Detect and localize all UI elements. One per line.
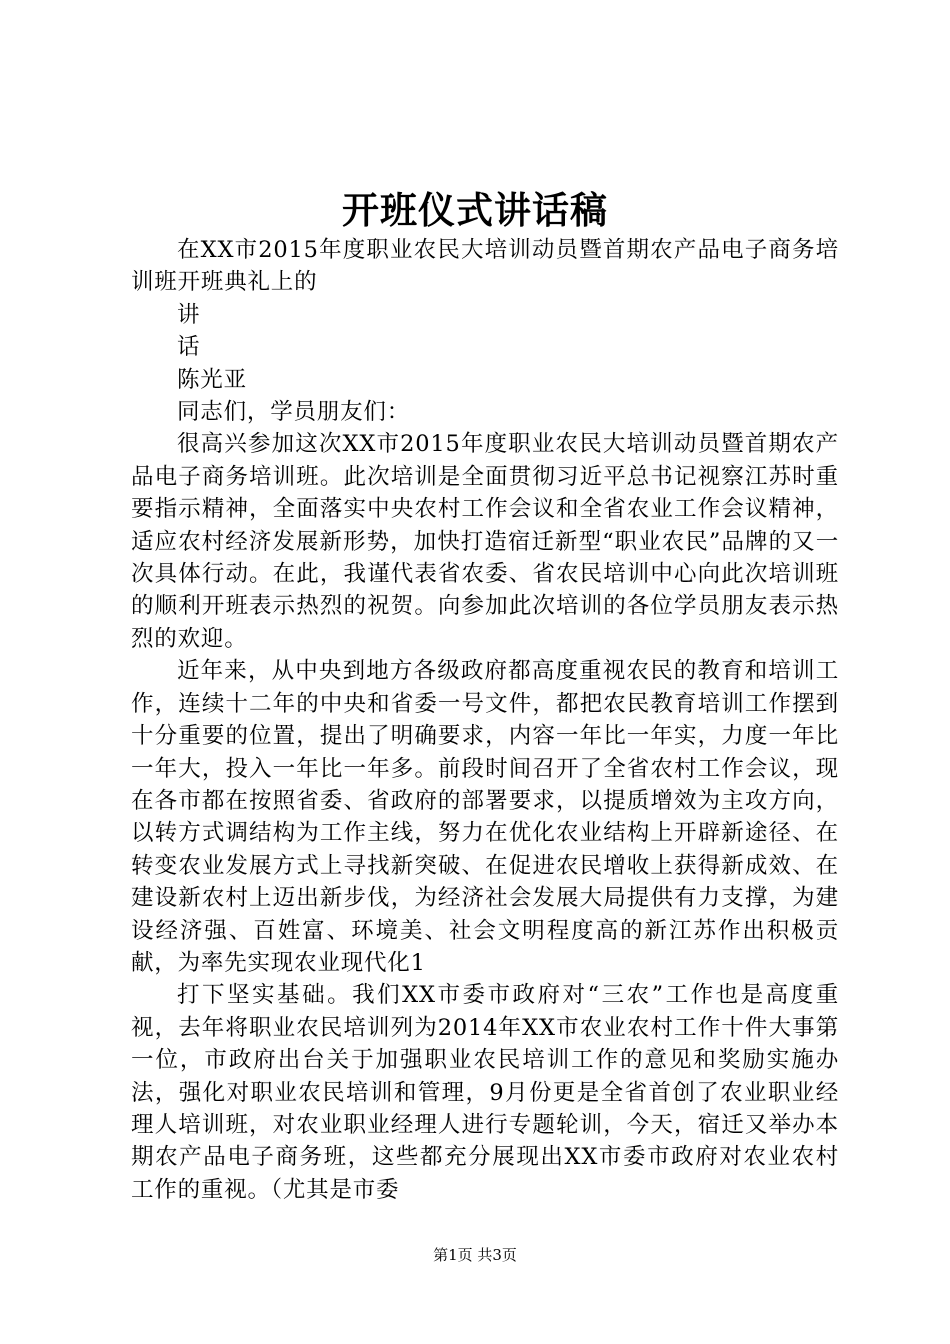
speech-label-char-2: 话	[177, 334, 201, 361]
body-paragraph: 打下坚实基础。我们XX市委市政府对“三农”工作也是高度重视，去年将职业农民培训列为2014年XX市农业农村工作十件大事第一位，市政府出台关于加强职业农民培训工作的意见和奖励实施办法，强化对职业农民培训和管理，9月份更是全省首创了农业职业经理人培训班，对农业职业经理人进行专题轮训，今天，宿迁又举办本期农产品电子商务班，这些都充分展现出XX市委市政府对农业农村工作的重视。（尤其是市委	[131, 982, 839, 1203]
page-number-footer: 第1页 共3页	[433, 1246, 517, 1264]
speech-label-char-1: 讲	[177, 301, 201, 328]
document-body	[131, 234, 839, 1206]
page-title: 开班仪式讲话稿	[342, 188, 608, 232]
speaker-name: 陈光亚	[177, 366, 247, 393]
body-paragraph: 很高兴参加这次XX市2015年度职业农民大培训动员暨首期农产品电子商务培训班。此次培训是全面贯彻习近平总书记视察江苏时重要指示精神，全面落实中央农村工作会议和全省农业工作会议精神，适应农村经济发展新形势，加快打造宿迁新型“职业农民”品牌的又一次具体行动。在此，我谨代表省农委、省农民培训中心向此次培训班的顺利开班表示热烈的祝贺。向参加此次培训的各位学员朋友表示热烈的欢迎。	[131, 431, 839, 652]
speech-subtitle: 在XX市2015年度职业农民大培训动员暨首期农产品电子商务培训班开班典礼上的	[131, 237, 839, 296]
salutation: 同志们，学员朋友们：	[177, 399, 411, 426]
body-paragraph: 近年来，从中央到地方各级政府都高度重视农民的教育和培训工作，连续十二年的中央和省委一号文件，都把农民教育培训工作摆到十分重要的位置，提出了明确要求，内容一年比一年实，力度一年比一年大，投入一年比一年多。前段时间召开了全省农村工作会议，现在各市都在按照省委、省政府的部署要求，以提质增效为主攻方向，以转方式调结构为工作主线，努力在优化农业结构上开辟新途径、在转变农业发展方式上寻找新突破、在促进农民增收上获得新成效、在建设新农村上迈出新步伐，为经济社会发展大局提供有力支撑，为建设经济强、百姓富、环境美、社会文明程度高的新江苏作出积极贡献，为率先实现农业现代化1	[131, 658, 839, 976]
